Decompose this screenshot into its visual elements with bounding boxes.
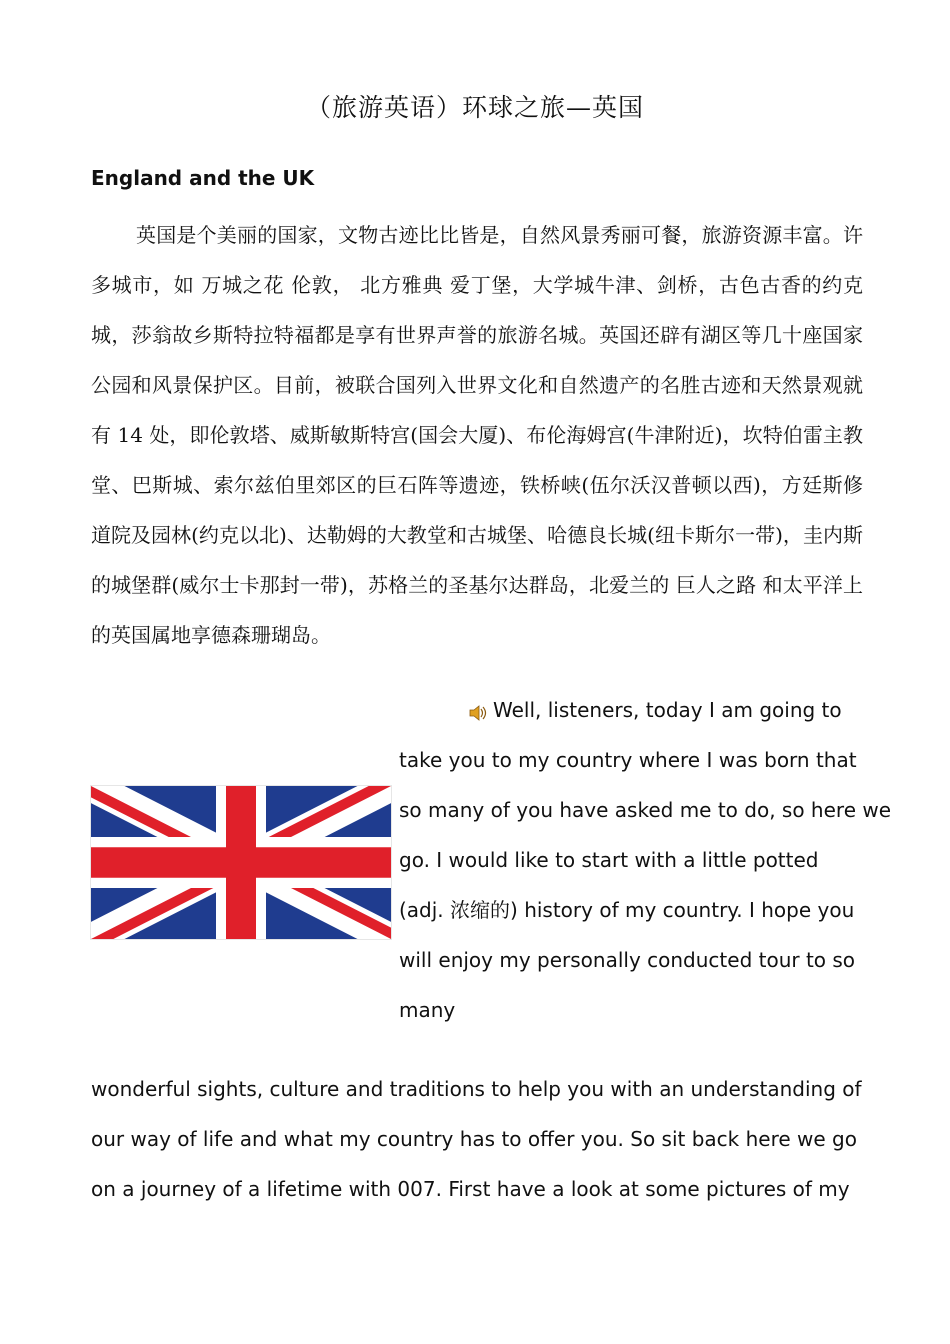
annotation-prefix: (adj. [399,898,451,922]
text-line: Well, listeners, today I am going to [493,698,842,722]
text-line: our way of life and what my country has to offer you. So sit back here we go [91,1127,857,1151]
text-line: will enjoy my personally conducted tour to so [399,948,856,972]
text-line: wonderful sights, culture and traditions to help you with an understanding of [91,1077,862,1101]
text-line: many [399,998,456,1022]
english-passage-right [399,685,892,1035]
text-line: take you to my country where I was born that [399,748,857,772]
english-passage-bottom [91,1064,871,1214]
union-jack-flag-graphic [91,786,391,939]
text-line-annotated [399,885,869,935]
text-line: go. I would like to start with a little potted [399,848,819,872]
text-line: on a journey of a lifetime with 007. First have a look at some pictures of my [91,1177,850,1201]
document-title: （旅游英语）环球之旅—英国 [305,93,644,122]
text-line: so many of you have asked me to do, so here we [399,798,892,822]
annotation-chinese: 浓缩的 [450,898,511,922]
union-jack-flag [91,786,391,939]
annotation-suffix: ) history of my country. I hope you [510,898,855,922]
section-heading: England and the UK [91,166,315,190]
intro-paragraph: 英国是个美丽的国家，文物古迹比比皆是，自然风景秀丽可餐，旅游资源丰富。许多城市，如 万城之花 伦敦， 北方雅典 爱丁堡，大学城牛津、剑桥，古色古香的约克城，莎翁故乡斯特拉特福都是享有世界声誉的旅游名城。英国还辟有湖区等几十座国家公园和风景保护区。目前，被联合国列入世界文化和自然遗产的名胜古迹和天然景观就有 14 处，即伦敦塔、威斯敏斯特宫(国会大厦)、布伦海姆宫(牛津附近)，坎特伯雷主教堂、巴斯城、索尔兹伯里郊区的巨石阵等遗迹，铁桥峡(伍尔沃汉普顿以西)，方廷斯修道院及园林(约克以北)、达勒姆的大教堂和古城堡、哈德良长城(纽卡斯尔一带)，圭内斯的城堡群(威尔士卡那封一带)，苏格兰的圣基尔达群岛，北爱兰的 巨人之路 和太平洋上的英国属地享德森珊瑚岛。 [91,223,863,647]
